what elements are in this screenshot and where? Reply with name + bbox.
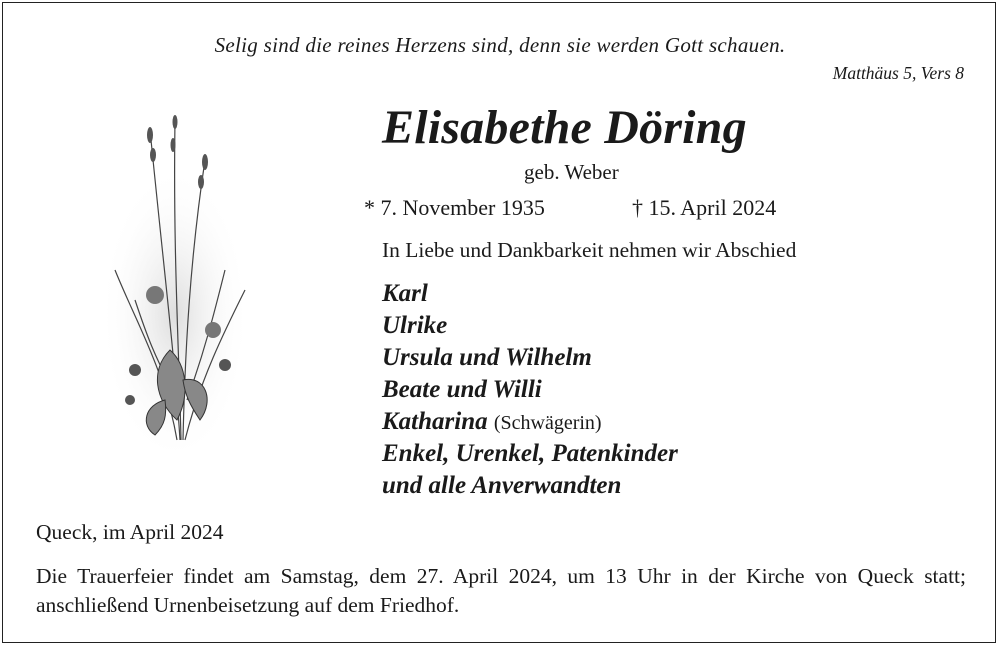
mourner-ursula-wilhelm: Ursula und Wilhelm bbox=[382, 344, 592, 371]
relation-note: (Schwägerin) bbox=[493, 412, 602, 434]
place-date: Queck, im April 2024 bbox=[36, 520, 224, 544]
funeral-notice: Die Trauerfeier findet am Samstag, dem 27. April 2024, um 13 Uhr in der Kirche von Queck statt; anschließend Urnenbeisetzung auf dem Friedhof. bbox=[36, 564, 966, 617]
deceased-name: Elisabethe Döring bbox=[382, 101, 747, 154]
mourner-grandchildren: Enkel, Urenkel, Patenkinder bbox=[382, 440, 678, 467]
grass-flower-bouquet-icon bbox=[95, 100, 255, 460]
mourner-katharina: Katharina (Schwägerin) bbox=[382, 408, 602, 435]
bible-quote: Selig sind die reines Herzens sind, denn sie werden Gott schauen. bbox=[214, 33, 786, 57]
mourner-karl: Karl bbox=[382, 280, 428, 307]
bible-reference: Matthäus 5, Vers 8 bbox=[832, 63, 964, 83]
farewell-text: In Liebe und Dankbarkeit nehmen wir Abschied bbox=[382, 238, 797, 262]
birth-date: * 7. November 1935 bbox=[364, 195, 545, 220]
mourner-relatives: und alle Anverwandten bbox=[382, 472, 622, 499]
death-date: † 15. April 2024 bbox=[632, 195, 777, 220]
mourner-ulrike: Ulrike bbox=[382, 312, 448, 339]
mourner-beate-willi: Beate und Willi bbox=[382, 376, 542, 403]
maiden-name: geb. Weber bbox=[524, 160, 619, 184]
